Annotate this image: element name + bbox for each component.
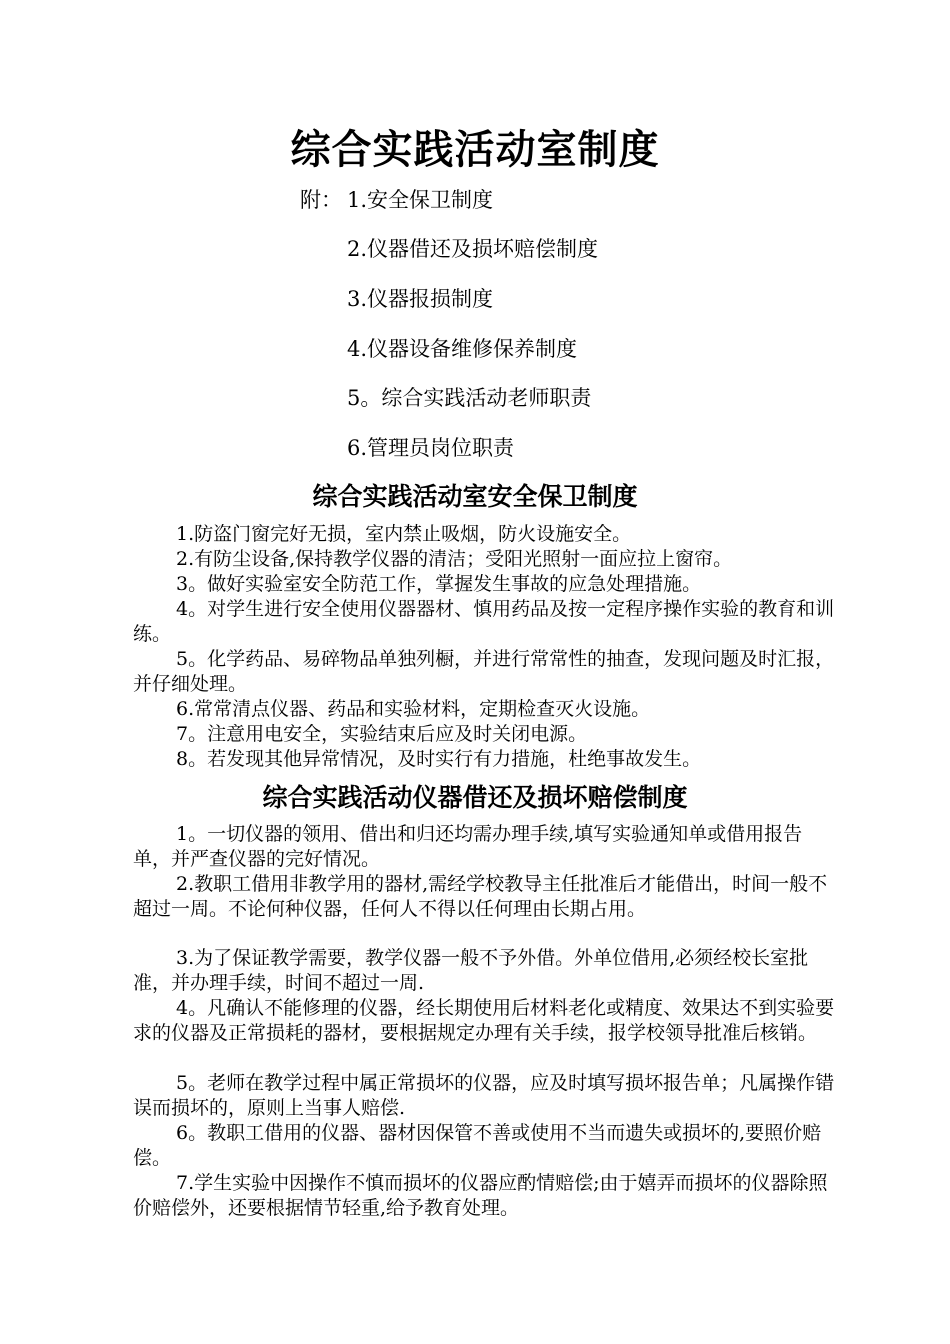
security-paragraph: 5。化学药品、易碎物品单独列橱，并进行常常性的抽查，发现问题及时汇报，并仔细处理。 <box>133 648 835 695</box>
annex-item: 5。综合实践活动老师职责 <box>347 386 592 410</box>
borrowing-paragraph: 1。一切仪器的领用、借出和归还均需办理手续,填写实验通知单或借用报告单，并严查仪器的完好情况。 <box>133 823 803 870</box>
section-title-borrowing: 综合实践活动仪器借还及损坏赔偿制度 <box>262 783 688 812</box>
annex-item: 6.管理员岗位职责 <box>347 436 515 460</box>
security-paragraph: 4。对学生进行安全使用仪器器材、慎用药品及按一定程序操作实验的教育和训练。 <box>133 598 835 645</box>
security-paragraph: 8。若发现其他异常情况，及时实行有力措施，杜绝事故发生。 <box>176 748 702 770</box>
security-paragraph: 6.常常清点仪器、药品和实验材料，定期检查灭火设施。 <box>176 698 651 720</box>
annex-item: 2.仪器借还及损坏赔偿制度 <box>347 237 599 261</box>
section-title-security: 综合实践活动室安全保卫制度 <box>312 482 638 511</box>
security-paragraph: 1.防盗门窗完好无损，室内禁止吸烟，防火设施安全。 <box>176 523 632 545</box>
security-paragraph: 7。注意用电安全，实验结束后应及时关闭电源。 <box>176 723 588 745</box>
security-paragraph: 2.有防尘设备,保持教学仪器的清洁；受阳光照射一面应拉上窗帘。 <box>176 548 733 570</box>
document-title: 综合实践活动室制度 <box>290 126 660 173</box>
borrowing-paragraph: 6。教职工借用的仪器、器材因保管不善或使用不当而遗失或损坏的,要照价赔偿。 <box>133 1122 822 1169</box>
borrowing-paragraph: 3.为了保证教学需要，教学仪器一般不予外借。外单位借用,必须经校长室批准，并办理手续，时间不超过一周. <box>133 947 809 994</box>
annex-item: 4.仪器设备维修保养制度 <box>347 337 578 361</box>
security-paragraph: 3。做好实验室安全防范工作，掌握发生事故的应急处理措施。 <box>176 573 702 595</box>
annex-label: 附： <box>300 188 342 212</box>
borrowing-paragraph: 4。凡确认不能修理的仪器，经长期使用后材料老化或精度、效果达不到实验要求的仪器及正常损耗的器材，要根据规定办理有关手续，报学校领导批准后核销。 <box>133 997 835 1044</box>
borrowing-paragraph: 7.学生实验中因操作不慎而损坏的仪器应酌情赔偿;由于嬉弄而损坏的仪器除照价赔偿外，还要根据情节轻重,给予教育处理。 <box>133 1172 828 1219</box>
borrowing-paragraph: 5。老师在教学过程中属正常损坏的仪器，应及时填写损坏报告单；凡属操作错误而损坏的，原则上当事人赔偿. <box>133 1072 835 1119</box>
borrowing-paragraph: 2.教职工借用非教学用的器材,需经学校教导主任批准后才能借出，时间一般不超过一周。不论何种仪器，任何人不得以任何理由长期占用。 <box>133 873 828 920</box>
annex-item: 1.安全保卫制度 <box>347 188 494 212</box>
annex-item: 3.仪器报损制度 <box>347 287 494 311</box>
